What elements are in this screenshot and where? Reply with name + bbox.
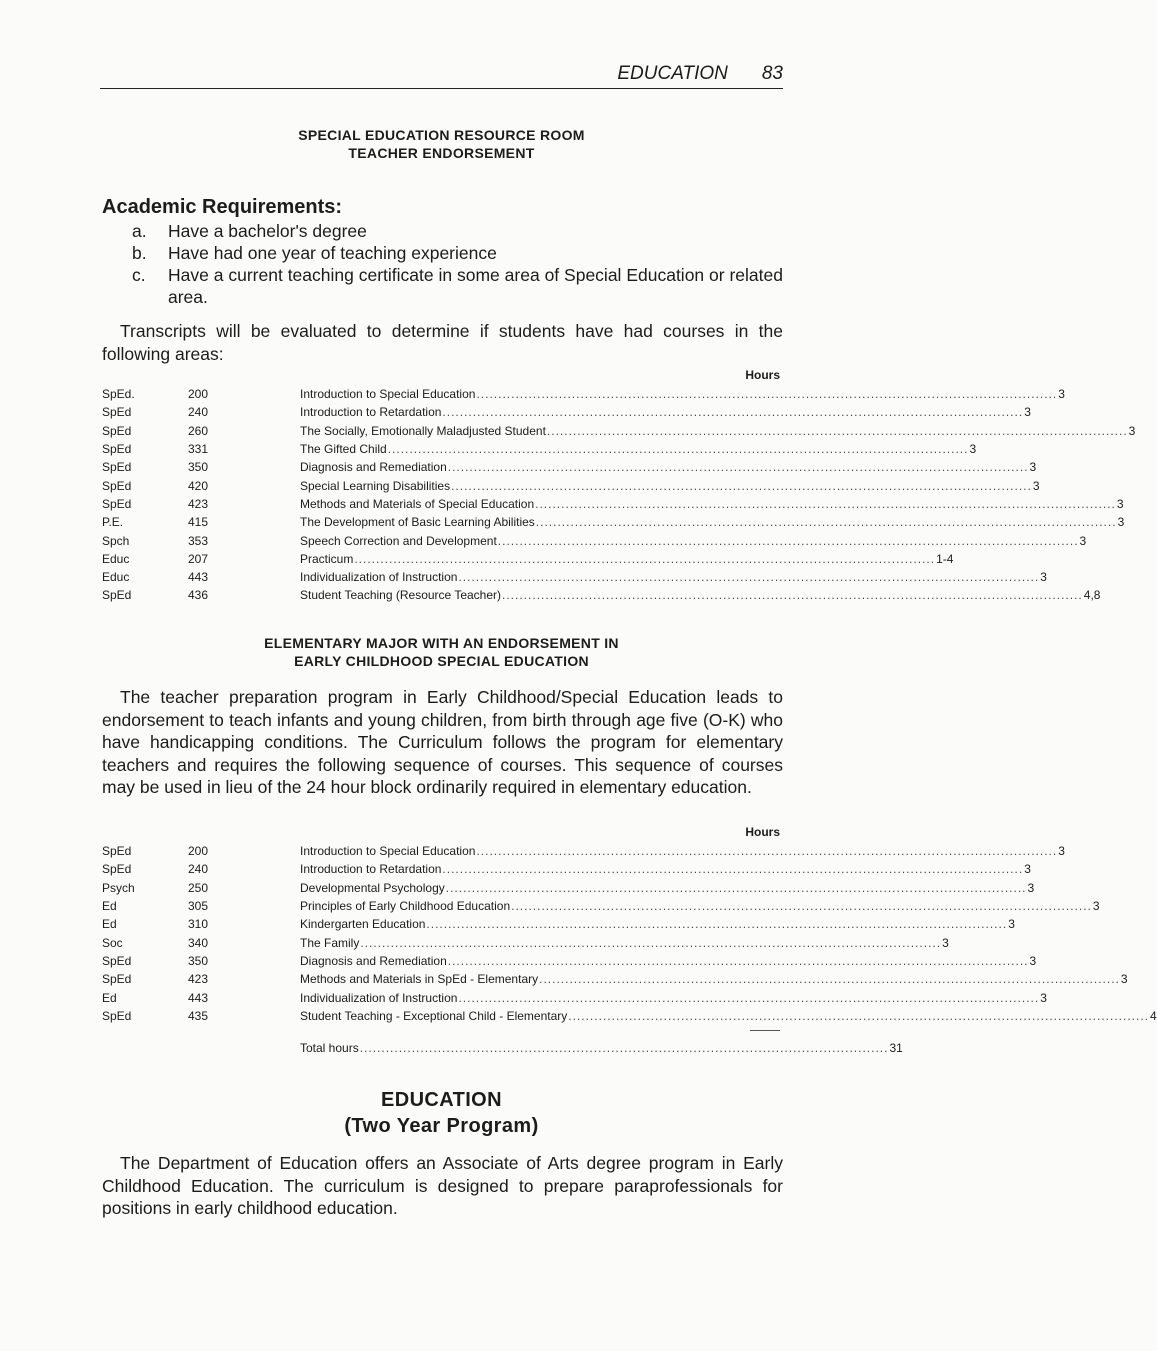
course-row <box>102 568 1047 586</box>
leader-dots: ...................................................................................................................................... <box>535 515 1117 530</box>
course-dept: SpEd <box>102 588 132 603</box>
resource-room-intro <box>102 320 783 365</box>
leader-dots: ...................................................................................................................................... <box>442 862 1024 877</box>
course-row <box>102 403 1031 421</box>
course-hours: 4,8 <box>1083 588 1101 603</box>
course-dept: SpEd <box>102 1008 132 1023</box>
total-hours-label: Total hours <box>300 1041 359 1055</box>
requirement-item <box>132 264 783 308</box>
course-row <box>102 915 1015 933</box>
course-title: Introduction to Retardation <box>300 405 442 420</box>
course-dept: SpEd <box>102 478 132 493</box>
course-hours: 3 <box>1029 460 1037 475</box>
course-row <box>102 476 1040 494</box>
course-hours: 3 <box>1024 862 1031 877</box>
course-row <box>102 1007 1157 1025</box>
two-year-title <box>100 1087 783 1139</box>
course-number: 350 <box>188 460 209 475</box>
course-title: Individualization of Instruction <box>300 990 458 1005</box>
leader-dots: ...................................................................................................................................... <box>497 533 1079 548</box>
early-childhood-intro-text: The teacher preparation program in Early Childhood/Special Education leads to endorsement to teach infants and young children, from birth through age five (O-K) who have handicapping conditions. The Curriculum follows the program for elementary teachers and requires the following sequence of courses. This sequence of courses may be used in lieu of the 24 hour block ordinarily required in elementary education. <box>102 687 783 797</box>
resource-room-title <box>100 126 783 162</box>
leader-dots: ...................................................................................................................................... <box>447 953 1029 968</box>
resource-room-title-line2: TEACHER ENDORSEMENT <box>348 145 535 161</box>
course-title: Speech Correction and Development <box>300 533 497 548</box>
total-hours-value: 31 <box>889 1041 903 1055</box>
leader-dots: ...................................................................................................................................... <box>447 460 1029 475</box>
course-number: 423 <box>188 496 209 511</box>
course-row <box>102 842 1065 860</box>
course-number: 200 <box>188 844 209 859</box>
course-title-cell <box>300 534 1086 548</box>
course-dept: P.E. <box>102 515 124 530</box>
leader-dots: ...................................................................................................................................... <box>360 935 942 950</box>
course-dept: Soc <box>102 935 123 950</box>
course-hours: 1-4 <box>936 551 954 566</box>
requirement-letter: c. <box>132 265 146 285</box>
course-title: Kindergarten Education <box>300 917 426 932</box>
course-hours: 3 <box>1029 953 1037 968</box>
course-title: The Development of Basic Learning Abilities <box>300 515 535 530</box>
course-dept: SpEd <box>102 496 132 511</box>
course-number: 200 <box>188 387 209 402</box>
course-hours: 3 <box>1058 844 1065 859</box>
course-title-cell <box>300 588 1100 602</box>
course-title-cell <box>300 991 1047 1005</box>
course-title-cell <box>300 424 1135 438</box>
two-year-title-line1: EDUCATION <box>380 1089 502 1111</box>
leader-dots: ...................................................................................................................................... <box>458 570 1040 585</box>
course-hours: 3 <box>1027 880 1035 895</box>
running-head-section: EDUCATION <box>617 63 728 84</box>
course-hours: 3 <box>1092 899 1100 914</box>
leader-dots: ...................................................................................................................................... <box>502 588 1083 603</box>
early-childhood-intro <box>102 686 783 799</box>
course-title: Student Teaching (Resource Teacher) <box>300 588 502 603</box>
course-dept: Educ <box>102 570 130 585</box>
course-row <box>102 988 1047 1006</box>
requirements-list <box>132 220 783 308</box>
course-number: 443 <box>188 990 209 1005</box>
course-hours: 3 <box>1120 972 1128 987</box>
course-number: 443 <box>188 570 209 585</box>
course-dept: Educ <box>102 551 130 566</box>
course-dept: SpEd <box>102 460 132 475</box>
course-row <box>102 458 1037 476</box>
requirement-item <box>132 242 783 264</box>
course-row <box>102 513 1125 531</box>
requirement-letter: a. <box>132 221 147 241</box>
course-title: Introduction to Retardation <box>300 862 442 877</box>
course-dept: Spch <box>102 533 130 548</box>
course-title: Methods and Materials of Special Education <box>300 496 535 511</box>
course-dept: SpEd <box>102 405 132 420</box>
leader-dots: ...................................................................................................................................... <box>426 917 1008 932</box>
course-title-cell <box>300 862 1031 876</box>
course-number: 420 <box>188 478 209 493</box>
course-row <box>102 970 1128 988</box>
course-dept: SpEd <box>102 844 132 859</box>
course-title-cell <box>300 442 976 456</box>
course-number: 415 <box>188 515 209 530</box>
course-title: Student Teaching - Exceptional Child - Elementary <box>300 1008 568 1023</box>
course-title: Introduction to Special Education <box>300 844 476 859</box>
course-row <box>102 422 1136 440</box>
course-title-cell <box>300 881 1034 895</box>
course-title-cell <box>300 570 1047 584</box>
course-hours: 3 <box>1116 496 1124 511</box>
hours-label: Hours <box>745 825 780 839</box>
leader-dots: ...................................................................................................................................... <box>476 387 1058 402</box>
course-hours: 3 <box>1040 990 1047 1005</box>
course-dept: Ed <box>102 990 117 1005</box>
course-number: 305 <box>188 899 209 914</box>
course-hours: 3 <box>1032 478 1040 493</box>
course-title-cell <box>300 552 953 566</box>
leader-dots: ...................................................................................................................................... <box>476 844 1058 859</box>
requirement-letter: b. <box>132 243 147 263</box>
requirements-heading: Academic Requirements: <box>102 196 343 218</box>
requirement-text: Have a current teaching certificate in some area of Special Education or related area. <box>168 265 783 307</box>
course-dept: Psych <box>102 880 135 895</box>
course-title: Introduction to Special Education <box>300 387 476 402</box>
course-title: Diagnosis and Remediation <box>300 953 447 968</box>
course-number: 350 <box>188 953 209 968</box>
course-title: The Family <box>300 935 360 950</box>
course-row <box>102 550 954 568</box>
leader-dots: ...................................................................................................................................... <box>442 405 1024 420</box>
course-number: 435 <box>188 1008 209 1023</box>
course-number: 340 <box>188 935 209 950</box>
two-year-title-line2: (Two Year Program) <box>344 1115 539 1137</box>
course-title-cell <box>300 479 1040 493</box>
course-number: 331 <box>188 442 209 457</box>
course-number: 240 <box>188 862 209 877</box>
leader-dots: ...................................................................................................................................... <box>387 442 969 457</box>
course-title-cell <box>300 515 1124 529</box>
resource-room-course-table <box>102 385 1136 605</box>
leader-dots: .......................................................................................................................... <box>359 1041 889 1055</box>
course-row <box>102 440 977 458</box>
course-row <box>102 897 1100 915</box>
two-year-intro <box>102 1152 783 1220</box>
course-row <box>102 860 1031 878</box>
course-row <box>102 952 1037 970</box>
course-row <box>102 586 1101 604</box>
early-childhood-title-line2: EARLY CHILDHOOD SPECIAL EDUCATION <box>294 653 589 669</box>
course-title: Principles of Early Childhood Education <box>300 899 511 914</box>
course-hours: 3 <box>1008 917 1015 932</box>
total-hours-row <box>300 1041 903 1055</box>
early-childhood-course-table <box>102 842 1157 1025</box>
course-number: 423 <box>188 972 209 987</box>
course-dept: Ed <box>102 899 117 914</box>
course-hours: 3 <box>1058 387 1065 402</box>
course-number: 250 <box>188 880 209 895</box>
course-title: Diagnosis and Remediation <box>300 460 447 475</box>
course-dept: SpEd <box>102 862 132 877</box>
course-title-cell <box>300 917 1015 931</box>
requirement-text: Have had one year of teaching experience <box>168 243 497 263</box>
course-dept: SpEd <box>102 972 132 987</box>
leader-dots: ...................................................................................................................................... <box>511 899 1092 914</box>
two-year-intro-text: The Department of Education offers an Associate of Arts degree program in Early Childhood Education. The curriculum is designed to prepare paraprofessionals for positions in early childhood education. <box>102 1153 783 1218</box>
course-hours: 3 <box>1128 423 1136 438</box>
course-title-cell <box>300 936 949 950</box>
course-title-cell <box>300 844 1065 858</box>
leader-dots: ...................................................................................................................................... <box>354 551 936 566</box>
total-rule <box>750 1030 780 1031</box>
course-hours: 3 <box>1079 533 1087 548</box>
leader-dots: ...................................................................................................................................... <box>546 423 1128 438</box>
page-number: 83 <box>761 63 783 84</box>
course-title: Developmental Psychology <box>300 880 445 895</box>
course-title: Methods and Materials in SpEd - Elementary <box>300 972 539 987</box>
leader-dots: ...................................................................................................................................... <box>451 478 1032 493</box>
course-row <box>102 933 949 951</box>
course-row <box>102 879 1035 897</box>
hours-label: Hours <box>745 368 780 382</box>
course-hours: 4 <box>1150 1008 1157 1023</box>
course-title-cell <box>300 405 1031 419</box>
course-number: 436 <box>188 588 209 603</box>
course-number: 260 <box>188 423 209 438</box>
course-dept: Ed <box>102 917 117 932</box>
course-dept: SpEd <box>102 442 132 457</box>
leader-dots: ...................................................................................................................................... <box>535 496 1116 511</box>
course-title: The Socially, Emotionally Maladjusted Student <box>300 423 546 438</box>
leader-dots: ...................................................................................................................................... <box>458 990 1040 1005</box>
early-childhood-title-line1: ELEMENTARY MAJOR WITH AN ENDORSEMENT IN <box>264 635 619 651</box>
early-childhood-title <box>100 634 783 670</box>
course-dept: SpEd. <box>102 387 135 402</box>
course-row <box>102 385 1065 403</box>
resource-room-intro-text: Transcripts will be evaluated to determine if students have had courses in the following areas: <box>102 321 783 364</box>
course-hours: 3 <box>1024 405 1031 420</box>
course-dept: SpEd <box>102 953 132 968</box>
resource-room-title-line1: SPECIAL EDUCATION RESOURCE ROOM <box>298 127 585 143</box>
course-title-cell <box>300 497 1124 511</box>
course-dept: SpEd <box>102 423 132 438</box>
course-number: 207 <box>188 551 209 566</box>
course-number: 353 <box>188 533 209 548</box>
course-title: Special Learning Disabilities <box>300 478 451 493</box>
course-hours: 3 <box>969 442 977 457</box>
course-title-cell <box>300 972 1128 986</box>
course-title: Practicum <box>300 551 354 566</box>
leader-dots: ...................................................................................................................................... <box>539 972 1120 987</box>
course-row <box>102 531 1087 549</box>
requirement-text: Have a bachelor's degree <box>168 221 367 241</box>
course-number: 310 <box>188 917 209 932</box>
course-title: Individualization of Instruction <box>300 570 458 585</box>
course-title-cell <box>300 1009 1157 1023</box>
requirement-item <box>132 220 783 242</box>
course-title-cell <box>300 460 1036 474</box>
course-title-cell <box>300 954 1036 968</box>
leader-dots: ...................................................................................................................................... <box>445 880 1027 895</box>
course-hours: 3 <box>942 935 949 950</box>
leader-dots: ...................................................................................................................................... <box>568 1008 1150 1023</box>
course-number: 240 <box>188 405 209 420</box>
course-title-cell <box>300 899 1100 913</box>
course-hours: 3 <box>1040 570 1047 585</box>
course-hours: 3 <box>1117 515 1125 530</box>
course-title: The Gifted Child <box>300 442 387 457</box>
course-title-cell <box>300 387 1065 401</box>
course-row <box>102 495 1124 513</box>
running-head <box>100 62 783 89</box>
